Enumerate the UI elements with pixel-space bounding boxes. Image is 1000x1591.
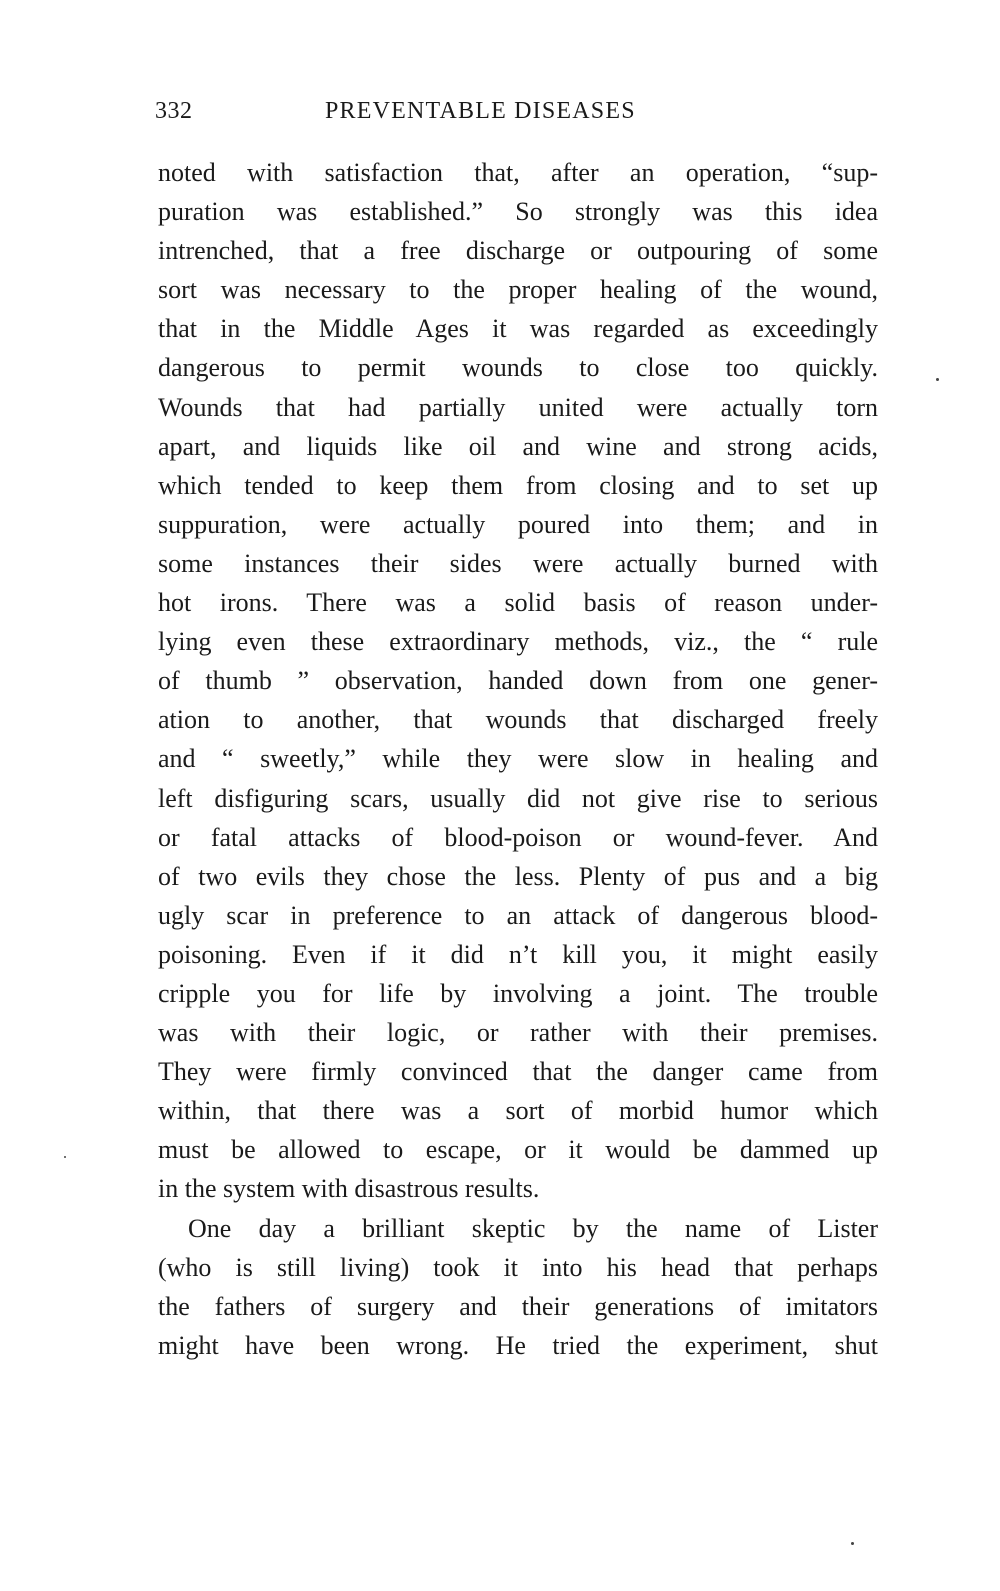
text-line: lying even these extraordinary methods, viz., the “ rule [158, 627, 878, 657]
text-line: One day a brilliant skeptic by the name of Lister [188, 1213, 878, 1243]
text-line: and “ sweetly,” while they were slow in healing and [158, 744, 878, 774]
text-line: hot irons. There was a solid basis of reason under- [158, 588, 878, 618]
text-line: in the system with disastrous results. [158, 1174, 540, 1204]
text-line: (who is still living) took it into his head that perhaps [158, 1252, 878, 1282]
text-line: poisoning. Even if it did n’t kill you, it might easily [158, 939, 878, 969]
text-line: which tended to keep them from closing and to set up [158, 470, 878, 500]
text-line: ugly scar in preference to an attack of dangerous blood- [158, 900, 878, 930]
text-line: dangerous to permit wounds to close too quickly. [158, 353, 878, 383]
text-line: suppuration, were actually poured into them; and in [158, 509, 878, 539]
scan-speck [851, 1542, 854, 1545]
text-line: within, that there was a sort of morbid humor which [158, 1096, 878, 1126]
running-title: PREVENTABLE DISEASES [325, 98, 636, 124]
running-head [155, 98, 715, 134]
text-line: ation to another, that wounds that discharged freely [158, 705, 878, 735]
text-line: left disfiguring scars, usually did not give rise to serious [158, 783, 878, 813]
text-line: or fatal attacks of blood-poison or wound-fever. And [158, 822, 878, 852]
text-line: intrenched, that a free discharge or outpouring of some [158, 236, 878, 266]
text-line: sort was necessary to the proper healing of the wound, [158, 275, 878, 305]
text-line: that in the Middle Ages it was regarded as exceedingly [158, 314, 878, 344]
text-line: was with their logic, or rather with their premises. [158, 1018, 878, 1048]
scan-speck [936, 378, 939, 381]
text-line: of two evils they chose the less. Plenty of pus and a big [158, 861, 878, 891]
text-line: apart, and liquids like oil and wine and strong acids, [158, 431, 878, 461]
text-line: must be allowed to escape, or it would be dammed up [158, 1135, 878, 1165]
text-line: noted with satisfaction that, after an operation, “sup- [158, 158, 878, 187]
body-text [158, 153, 878, 1365]
text-line: some instances their sides were actually burned with [158, 548, 878, 578]
text-line: might have been wrong. He tried the experiment, shut [158, 1330, 878, 1360]
text-line: Wounds that had partially united were actually torn [158, 392, 878, 422]
text-line: cripple you for life by involving a joint. The trouble [158, 978, 878, 1008]
text-line: of thumb ” observation, handed down from one gener- [158, 666, 878, 696]
text-line: They were firmly convinced that the danger came from [158, 1057, 878, 1087]
page-number: 332 [155, 98, 193, 124]
text-line: puration was established.” So strongly was this idea [158, 197, 878, 227]
scan-speck [64, 1156, 66, 1158]
text-line: the fathers of surgery and their generations of imitators [158, 1291, 878, 1321]
